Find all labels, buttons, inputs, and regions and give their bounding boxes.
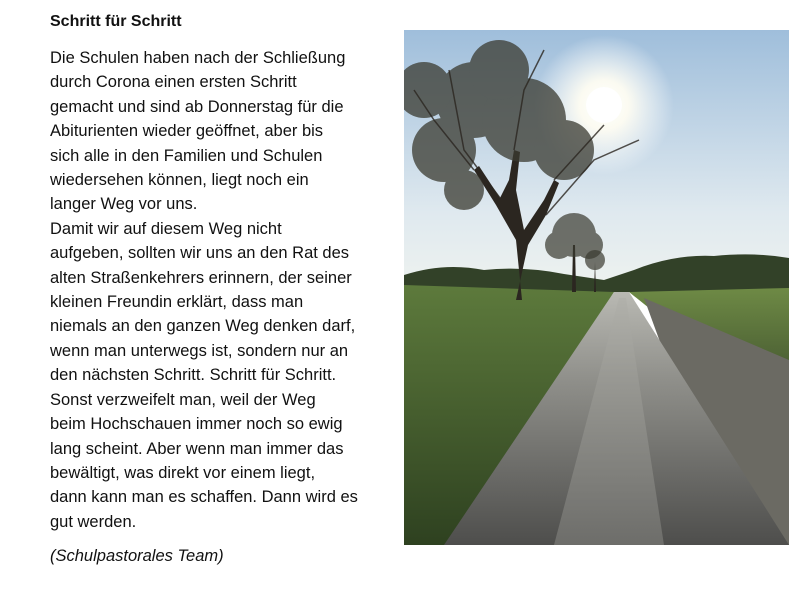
body-line: gemacht und sind ab Donnerstag für die (50, 97, 344, 116)
body-line: beim Hochschauen immer noch so ewig (50, 415, 343, 434)
body-line: gut werden. (50, 512, 137, 531)
body-line: Die Schulen haben nach der Schließung (50, 49, 346, 67)
body-line: dann kann man es schaffen. Dann wird es (50, 488, 358, 507)
body-line: aufgeben, sollten wir uns an den Rat des (50, 244, 350, 263)
author-credit: (Schulpastorales Team) (50, 547, 224, 565)
body-line: langer Weg vor uns. (50, 195, 198, 214)
body-line: sich alle in den Familien und Schulen (50, 146, 323, 165)
body-line: Sonst verzweifelt man, weil der Weg (50, 390, 316, 409)
body-line: Abiturienten wieder geöffnet, aber bis (50, 122, 324, 141)
body-line: den nächsten Schritt. Schritt für Schritt. (50, 366, 337, 385)
body-line: niemals an den ganzen Weg denken darf, (50, 317, 356, 336)
body-line: durch Corona einen ersten Schritt (50, 73, 297, 92)
body-line: lang scheint. Aber wenn man immer das (50, 439, 344, 458)
body-line: wenn man unterwegs ist, sondern nur an (50, 341, 349, 360)
body-line: alten Straßenkehrers erinnern, der seiner (50, 268, 352, 287)
road-photo (404, 30, 789, 545)
article-title: Schritt für Schritt (50, 13, 182, 30)
body-line: bewältigt, was direkt vor einem liegt, (50, 463, 316, 482)
body-line: wiedersehen können, liegt noch ein (50, 171, 309, 190)
body-line: Damit wir auf diesem Weg nicht (50, 219, 282, 238)
body-line: kleinen Freundin erklärt, dass man (50, 293, 304, 312)
article-body (50, 46, 400, 534)
